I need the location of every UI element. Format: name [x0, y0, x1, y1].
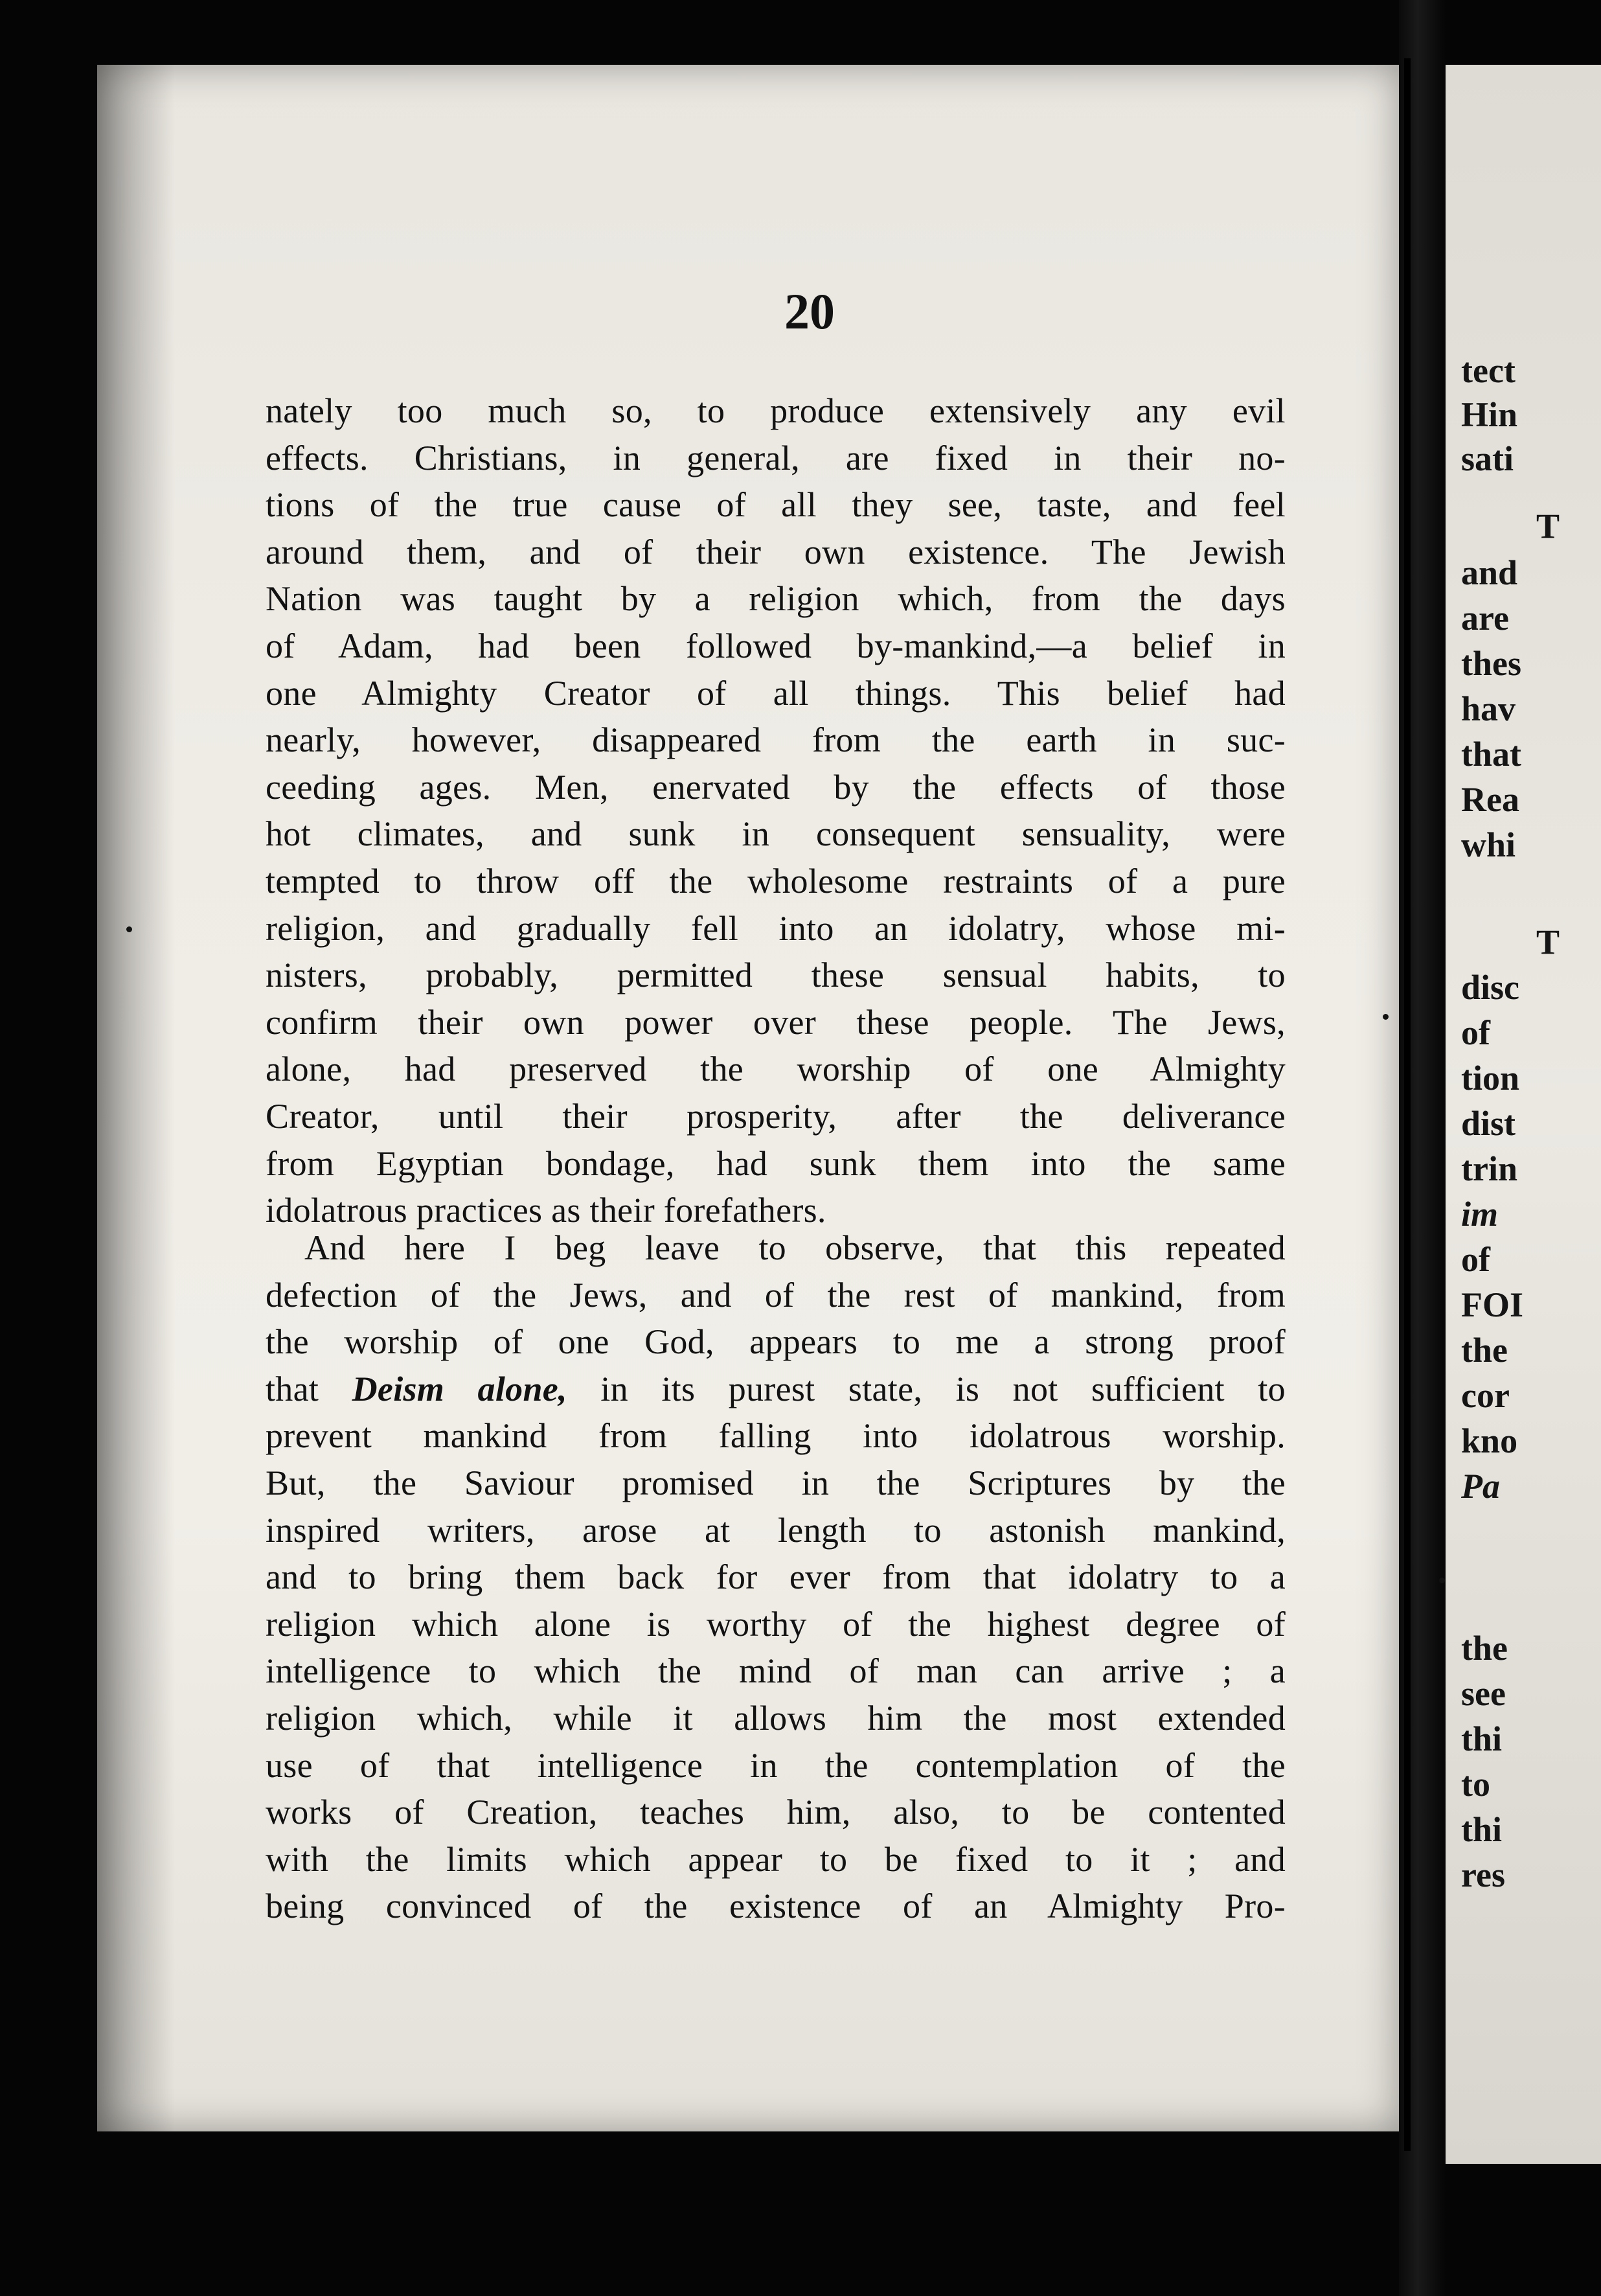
facing-text-fragment: hav	[1461, 689, 1516, 728]
facing-text-fragment: kno	[1461, 1421, 1518, 1460]
facing-text-fragment: res	[1461, 1855, 1505, 1894]
ink-speck	[126, 926, 132, 932]
text-run: that	[266, 1369, 319, 1408]
text-run: in its purest state, is not sufficient to	[600, 1369, 1286, 1408]
text-line: nately too much so, to produce extensively any evil	[266, 391, 1286, 430]
text-line: effects. Christians, in general, are fixed in their no-	[266, 438, 1286, 477]
text-line: ceeding ages. Men, enervated by the effects of those	[266, 767, 1286, 807]
paragraph-2	[266, 1224, 1286, 1930]
text-line: prevent mankind from falling into idolatrous worship.	[266, 1416, 1286, 1456]
facing-text-fragment: disc	[1461, 968, 1520, 1007]
text-line-with-emphasis	[266, 1366, 1286, 1413]
facing-text-fragment: im	[1461, 1195, 1499, 1234]
text-line: around them, and of their own existence. The Jewish	[266, 532, 1286, 571]
facing-text-fragment: trin	[1461, 1149, 1517, 1188]
text-line: But, the Saviour promised in the Scriptures by the	[266, 1463, 1286, 1502]
paragraph-1	[266, 387, 1286, 1234]
text-line: defection of the Jews, and of the rest of mankind, from	[266, 1275, 1286, 1314]
text-line: of Adam, had been followed by-mankind,—a belief in	[266, 626, 1286, 665]
facing-text-fragment: cor	[1461, 1376, 1510, 1415]
text-line: Creator, until their prosperity, after the deliverance	[266, 1096, 1286, 1136]
text-line: intelligence to which the mind of man can arrive ; a	[266, 1651, 1286, 1691]
facing-text-fragment: FOI	[1461, 1285, 1524, 1324]
text-line: with the limits which appear to be fixed to it ; and	[266, 1839, 1286, 1879]
text-line: the worship of one God, appears to me a strong proof	[266, 1322, 1286, 1362]
facing-text-fragment: Rea	[1461, 780, 1519, 819]
facing-text-fragment: whi	[1461, 825, 1516, 864]
text-line: confirm their own power over these people. The Jews,	[266, 1002, 1286, 1042]
facing-text-fragment: the	[1461, 1629, 1508, 1668]
ink-speck	[1439, 1578, 1445, 1583]
text-line: idolatrous practices as their forefathers.	[266, 1191, 826, 1230]
facing-text-fragment: Hin	[1461, 395, 1518, 434]
facing-text-fragment: thi	[1461, 1810, 1503, 1849]
text-line: religion, and gradually fell into an idolatry, whose mi-	[266, 908, 1286, 948]
facing-text-fragment: sati	[1461, 439, 1514, 478]
ink-speck	[1383, 1014, 1389, 1020]
facing-text-fragment: tect	[1461, 351, 1516, 390]
facing-text-fragment: see	[1461, 1674, 1506, 1713]
text-line: hot climates, and sunk in consequent sensuality, were	[266, 814, 1286, 854]
facing-text-fragment: thi	[1461, 1719, 1503, 1758]
facing-text-fragment: Pa	[1461, 1467, 1500, 1506]
text-line: from Egyptian bondage, had sunk them into the same	[266, 1143, 1286, 1183]
gutter-shadow-line	[1404, 58, 1411, 2151]
page-number: 20	[784, 283, 835, 339]
facing-text-fragment: the	[1461, 1331, 1508, 1370]
text-line: use of that intelligence in the contemplation of the	[266, 1745, 1286, 1785]
facing-text-fragment: of	[1461, 1013, 1490, 1052]
facing-text-fragment: that	[1461, 735, 1521, 774]
facing-text-fragment: T	[1536, 507, 1560, 545]
text-line: tempted to throw off the wholesome restraints of a pure	[266, 861, 1286, 901]
text-line: tions of the true cause of all they see, taste, and feel	[266, 485, 1286, 525]
text-line: religion which alone is worthy of the highest degree of	[266, 1604, 1286, 1644]
facing-text-fragment: dist	[1461, 1104, 1516, 1143]
facing-text-fragment: tion	[1461, 1059, 1520, 1097]
text-line: one Almighty Creator of all things. This belief had	[266, 673, 1286, 713]
facing-text-fragment: to	[1461, 1765, 1490, 1804]
text-line: works of Creation, teaches him, also, to be contented	[266, 1793, 1286, 1832]
text-line: nearly, however, disappeared from the earth in suc-	[266, 720, 1286, 760]
facing-page-edge	[1446, 65, 1601, 2164]
facing-text-fragment: T	[1536, 923, 1560, 961]
facing-text-fragment: thes	[1461, 644, 1521, 683]
facing-text-fragment: are	[1461, 599, 1509, 637]
text-line: alone, had preserved the worship of one Almighty	[266, 1050, 1286, 1089]
text-line: religion which, while it allows him the most extended	[266, 1698, 1286, 1738]
text-line: inspired writers, arose at length to astonish mankind,	[266, 1510, 1286, 1550]
emphasis-deism-alone: Deism alone,	[352, 1369, 567, 1408]
facing-text-fragment: of	[1461, 1240, 1490, 1279]
book-gutter	[1399, 0, 1446, 2296]
text-line: and to bring them back for ever from that idolatry to a	[266, 1557, 1286, 1597]
facing-text-fragment: and	[1461, 553, 1518, 592]
text-line: nisters, probably, permitted these sensual habits, to	[266, 956, 1286, 995]
text-line: And here I beg leave to observe, that this repeated	[304, 1228, 1286, 1267]
text-line: being convinced of the existence of an Almighty Pro-	[266, 1887, 1286, 1926]
text-line: Nation was taught by a religion which, from the days	[266, 579, 1286, 619]
